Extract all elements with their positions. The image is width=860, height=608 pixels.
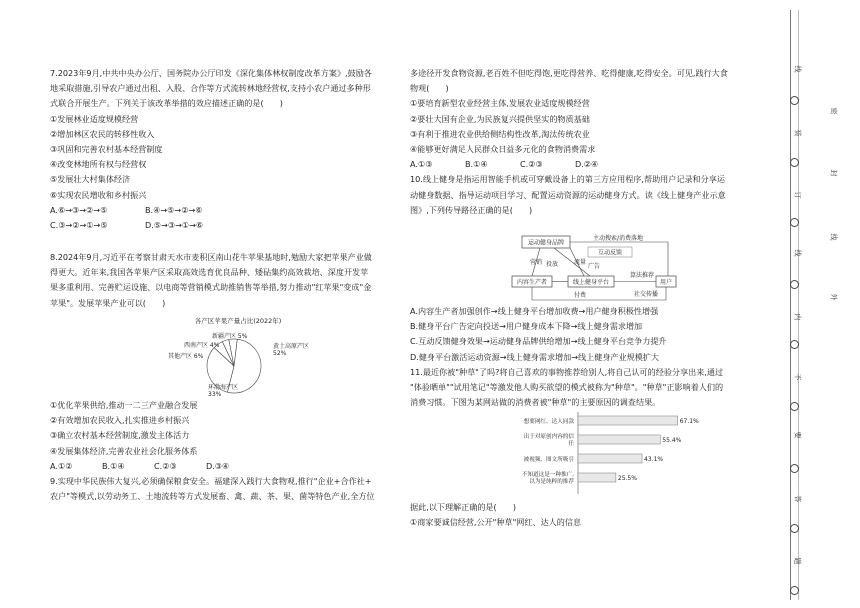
- q9-option-d[interactable]: D.②④: [575, 159, 599, 170]
- binding-text: 线: [829, 233, 838, 241]
- pie-slice-label: 其他产区 6%: [168, 353, 204, 360]
- binding-hole-icon: [790, 340, 799, 349]
- pie-chart-title: 各产区苹果产量占比(2022年): [194, 317, 282, 325]
- pay-label: 付费: [574, 292, 587, 299]
- seeding-reasons-bar-chart: [480, 412, 710, 496]
- q7-stem-line: 地采取措施,引导农户通过出租、入股、合作等方式流转林地经营权,支持小农户通过多种形: [50, 83, 371, 94]
- interact-label: 互动反馈: [597, 249, 623, 257]
- q9-stem-line: 物观( ): [410, 83, 449, 94]
- q8-option-a[interactable]: A.①②: [50, 460, 73, 471]
- q10-stem-line: 图》,下列传导路径正确的是( ): [410, 204, 533, 215]
- q8-stem-line: 果多重利用、完善贮运设施、以电商等营销模式助推销售等举措,努力推动"红苹果"变成"金: [50, 282, 372, 293]
- brand-label: 运动健身品牌: [527, 239, 565, 247]
- q7-option-d[interactable]: D.⑤→③→①→⑥: [145, 220, 204, 231]
- binding-text: 答: [793, 495, 802, 503]
- q7-stem-line: 7.2023年9月,中共中央办公厅、国务院办公厅印发《深化集体林权制度改革方案》,鼓励各: [50, 68, 372, 78]
- question-8-options: [50, 398, 375, 504]
- binding-margin: [780, 0, 860, 608]
- bar-category-label: 任: [568, 441, 574, 447]
- q7-item: ②增加林区农民的转移性收入: [50, 128, 155, 139]
- q8-item: ②有效增加农民收入,扎实推进乡村振兴: [50, 415, 190, 426]
- bar-category-label: 想要网红、达人同款: [523, 419, 574, 425]
- bar-category-label: 以为是纯粹的推荐: [529, 479, 574, 485]
- binding-text: 外: [829, 293, 838, 301]
- q9-option-b[interactable]: B.①④: [465, 159, 488, 170]
- q8-stem-line: 8.2024年9月,习近平在考察甘肃天水市麦积区南山花牛苹果基地时,勉励大家把苹果产业做: [50, 252, 372, 262]
- binding-hole-icon: [790, 586, 799, 595]
- bar-category-label: 被视频、图文所吸引: [523, 457, 574, 463]
- question-7: [50, 66, 372, 233]
- binding-text: 题: [793, 557, 802, 565]
- q7-item: ①发展林业适度规模经营: [50, 113, 139, 124]
- q11-stem-line: "体验晒单""试用笔记"等激发他人购买欲望的模式被称为"种草"。"种草"正影响着人们的: [410, 382, 724, 393]
- q10-option-b[interactable]: B.健身平台广告定向投送→用户健身成本下降→线上健身需求增加: [410, 321, 643, 332]
- online-fitness-industry-diagram: [510, 232, 680, 304]
- q10-option-d[interactable]: D.健身平台激活运动资源→线上健身需求增加→线上健身产业规模扩大: [410, 351, 659, 362]
- algo-label: 算法推荐: [629, 272, 655, 279]
- q11-stem-line: 消费习惯。下图为某网站做的消费者被"种草"的主要原因的调查结果。: [410, 397, 661, 408]
- q11-item: ①商家要诚信经营,公开"种草"网红、达人的信息: [410, 517, 582, 528]
- q8-stem-line: 得更大。近年来,我国各苹果产区采取高效选育优良品种、矮砧集约高效栽培、深度开发苹: [50, 267, 369, 278]
- binding-hole-icon: [790, 280, 799, 289]
- bar: [578, 454, 642, 463]
- binding-hole-icon: [790, 464, 799, 473]
- q7-option-c[interactable]: C.③→②→①→⑤: [50, 220, 108, 231]
- platform-label: 线上健身平台: [572, 279, 610, 286]
- pie-slice-value: 33%: [208, 391, 222, 398]
- bar-value-label: 25.5%: [617, 475, 637, 482]
- bar: [578, 416, 678, 425]
- q9-stem-line: 9.实现中华民族伟大复兴,必须确保粮食安全。福建深入践行大食物观,推行"企业+合作社+: [50, 476, 372, 487]
- q9-item: ①要培育新型农业经营主体,发展农业适度规模经营: [410, 98, 590, 109]
- producer-label: 内容生产者: [516, 279, 548, 286]
- q9-item: ②要壮大国有企业,为民族复兴提供坚实的物质基础: [410, 113, 590, 124]
- q7-item: ⑤发展壮大村集体经济: [50, 174, 131, 185]
- q7-options-row-2: [50, 218, 372, 233]
- q8-item: ④发展集体经济,完善农业社会化服务体系: [50, 445, 198, 456]
- bar: [578, 435, 660, 444]
- top-link-label: 主动搜索/消费落地: [592, 235, 644, 242]
- binding-text: 密: [829, 107, 838, 115]
- binding-text: 线: [793, 65, 802, 73]
- pie-slice-value: 52%: [273, 350, 287, 357]
- binding-text: 订: [793, 191, 802, 199]
- q9-stem-line: 多途径开发食物资源,老百姓不但吃得饱,更吃得营养、吃得健康,吃得安全。可见,践行大食: [410, 68, 728, 78]
- q8-options-row: [50, 459, 375, 474]
- pie-slice-label: 黄土高原产区: [273, 343, 310, 350]
- q11-stem-line: 11.最近你被"种草"了吗?将自己喜欢的事物推荐给别人,将自己认可的经验分享出来,通过: [410, 366, 724, 377]
- pie-slice-label: 新疆产区 5%: [212, 333, 248, 340]
- bar-value-label: 67.1%: [679, 418, 699, 425]
- binding-text: 要: [793, 431, 802, 439]
- binding-hole-icon: [790, 402, 799, 411]
- q10-stem-line: 动健身数据、指导运动项目学习、配置运动资源的运动健身方式。读《线上健身产业示意: [410, 189, 726, 200]
- q7-item: ④改变林地所有权与经营权: [50, 159, 147, 170]
- bar: [578, 473, 616, 482]
- user-label: 用户: [659, 279, 673, 286]
- q7-item: ③巩固和完善农村基本经营制度: [50, 144, 163, 155]
- binding-hole-icon: [790, 96, 799, 105]
- q9-option-a[interactable]: A.①③: [410, 159, 433, 170]
- q9-stem-line: 农户"等模式,以劳动务工、土地流转等方式发展畜、禽、蔬、茶、果、菌等特色产业,全方位: [50, 491, 375, 502]
- q8-option-d[interactable]: D.③④: [206, 460, 230, 471]
- apple-production-pie-chart: [158, 314, 328, 400]
- q10-option-c[interactable]: C.互动反馈健身效果→运动健身品牌供给增加→线上健身平台竞争力提升: [410, 336, 667, 347]
- placement-label: 投放: [546, 261, 559, 268]
- binding-text: 线: [793, 249, 802, 257]
- bar-value-label: 55.4%: [662, 437, 682, 444]
- binding-hole-icon: [790, 218, 799, 227]
- binding-hole-icon: [790, 524, 799, 533]
- ad-label: 广告: [588, 263, 601, 270]
- binding-text: 不: [793, 373, 802, 381]
- bar-category-label: 不知道这是一种推广,: [521, 472, 574, 478]
- binding-text: 装: [793, 129, 802, 137]
- q9-item: ③有利于推进农业供给侧结构性改革,淘汰传统农业: [410, 128, 590, 139]
- q7-stem-line: 式联合开展生产。下列关于该改革举措的效应描述正确的是( ): [50, 98, 283, 109]
- traffic-label: 流量: [574, 259, 587, 266]
- pie-slice-label: 环渤海产区: [208, 384, 239, 391]
- question-9-continued: [410, 66, 728, 218]
- question-11-tail: [410, 500, 581, 530]
- pie-slice-label: 西南产区 4%: [184, 342, 220, 349]
- q8-item: ③确立农村基本经营制度,激发主体活力: [50, 430, 190, 441]
- q8-option-c[interactable]: C.②③: [154, 460, 177, 471]
- q7-item: ⑥实现农民增收和乡村振兴: [50, 189, 147, 200]
- binding-text: 封: [829, 169, 838, 177]
- q9-item: ④能够更好满足人民群众日益多元化的食物消费需求: [410, 144, 596, 155]
- q10-option-a[interactable]: A.内容生产者加强创作→线上健身平台增加收费→用户健身积极性增强: [410, 306, 659, 316]
- binding-hole-icon: [790, 158, 799, 167]
- marketing-label: 营销: [530, 259, 543, 266]
- q9-options-row: [410, 157, 728, 172]
- q11-prompt: 据此,以下理解正确的是( ): [410, 502, 517, 512]
- bar-value-label: 43.1%: [644, 456, 664, 463]
- q8-item: ①优化苹果供给,推动一二三产业融合发展: [50, 400, 198, 410]
- question-10-options: [410, 304, 723, 410]
- q8-option-b[interactable]: B.①④: [102, 460, 125, 471]
- q7-option-b[interactable]: B.④→⑤→②→⑥: [145, 204, 203, 215]
- q7-option-a[interactable]: A.⑥→③→②→⑤: [50, 204, 108, 215]
- q10-stem-line: 10.线上健身是指运用智能手机或可穿戴设备上的第三方应用程序,帮助用户记录和分享运: [410, 174, 725, 185]
- q8-stem-line: 苹果"。发展苹果产业可以( ): [50, 297, 166, 308]
- binding-text: 内: [793, 313, 802, 321]
- bar-category-label: 出于对原创内容的信: [523, 434, 574, 440]
- q9-option-c[interactable]: C.②③: [520, 159, 543, 170]
- social-label: 社交传播: [634, 291, 659, 298]
- question-8: [50, 250, 372, 311]
- q7-options-row-1: [50, 203, 372, 218]
